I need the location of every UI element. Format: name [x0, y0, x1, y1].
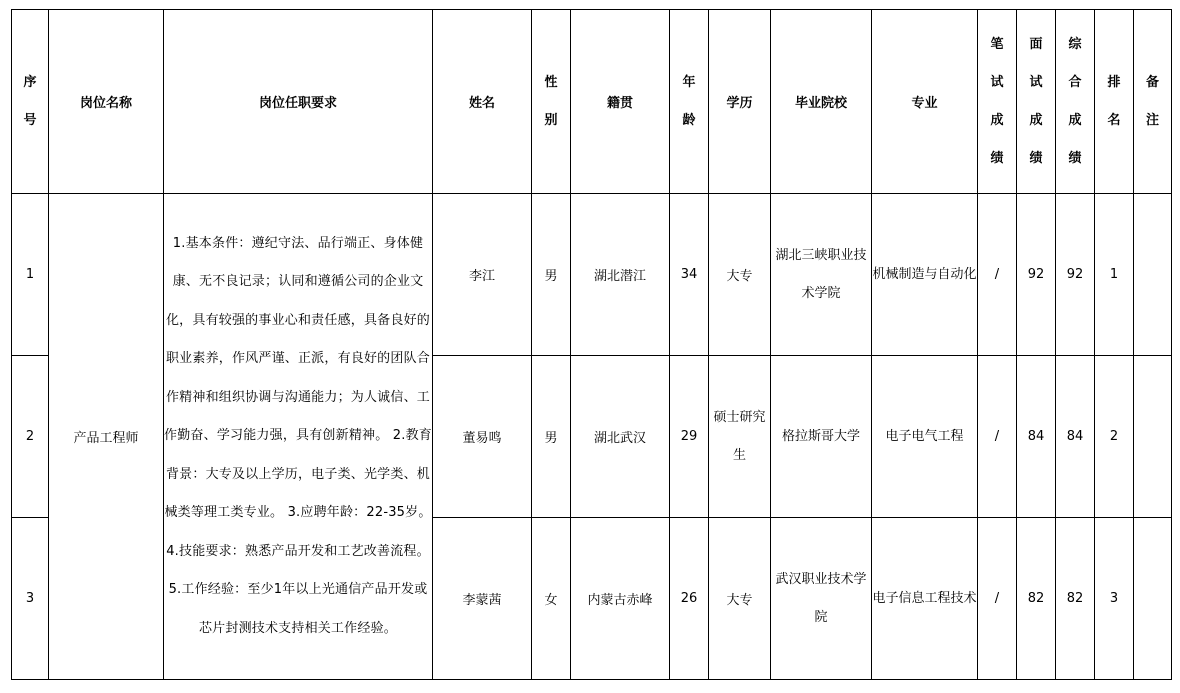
school-cell: 湖北三峡职业技术学院	[771, 194, 872, 356]
school-cell: 武汉职业技术学院	[771, 518, 872, 680]
major-cell: 电子电气工程	[872, 356, 978, 518]
interview-score-cell: 92	[1017, 194, 1056, 356]
rank-cell: 2	[1095, 356, 1134, 518]
header-rank: 排名	[1095, 10, 1134, 194]
header-name: 姓名	[433, 10, 532, 194]
header-interview-score: 面试成绩	[1017, 10, 1056, 194]
written-score-cell: /	[978, 356, 1017, 518]
gender-cell: 男	[532, 356, 571, 518]
hometown-cell: 内蒙古赤峰	[571, 518, 670, 680]
header-hometown: 籍贯	[571, 10, 670, 194]
header-written-score: 笔试成绩	[978, 10, 1017, 194]
gender-cell: 女	[532, 518, 571, 680]
education-cell: 硕士研究生	[709, 356, 771, 518]
age-cell: 29	[670, 356, 709, 518]
composite-score-cell: 84	[1056, 356, 1095, 518]
table-row	[12, 194, 1172, 356]
major-cell: 电子信息工程技术	[872, 518, 978, 680]
header-row	[12, 10, 1172, 194]
education-cell: 大专	[709, 194, 771, 356]
rank-cell: 1	[1095, 194, 1134, 356]
header-position: 岗位名称	[49, 10, 164, 194]
header-age: 年龄	[670, 10, 709, 194]
seq-cell: 3	[12, 518, 49, 680]
composite-score-cell: 92	[1056, 194, 1095, 356]
age-cell: 26	[670, 518, 709, 680]
interview-score-cell: 84	[1017, 356, 1056, 518]
remarks-cell	[1134, 194, 1172, 356]
name-cell: 李蒙茜	[433, 518, 532, 680]
name-cell: 董易鸣	[433, 356, 532, 518]
seq-cell: 2	[12, 356, 49, 518]
remarks-cell	[1134, 356, 1172, 518]
name-cell: 李江	[433, 194, 532, 356]
written-score-cell: /	[978, 518, 1017, 680]
age-cell: 34	[670, 194, 709, 356]
header-education: 学历	[709, 10, 771, 194]
seq-cell: 1	[12, 194, 49, 356]
hometown-cell: 湖北潜江	[571, 194, 670, 356]
header-school: 毕业院校	[771, 10, 872, 194]
written-score-cell: /	[978, 194, 1017, 356]
header-gender: 性别	[532, 10, 571, 194]
education-cell: 大专	[709, 518, 771, 680]
composite-score-cell: 82	[1056, 518, 1095, 680]
hometown-cell: 湖北武汉	[571, 356, 670, 518]
remarks-cell	[1134, 518, 1172, 680]
candidate-results-table	[11, 9, 1172, 680]
header-requirements: 岗位任职要求	[164, 10, 433, 194]
school-cell: 格拉斯哥大学	[771, 356, 872, 518]
requirements-cell: 1.基本条件：遵纪守法、品行端正、身体健康、无不良记录；认同和遵循公司的企业文化，具有较强的事业心和责任感，具备良好的职业素养，作风严谨、正派，有良好的团队合作精神和组织协调与沟通能力；为人诚信、工作勤奋、学习能力强，具有创新精神。 2.教育背景：大专及以上学历，电子类、光学类、机械类等理工类专业。 3.应聘年龄：22-35岁。 4.技能要求：熟悉产品开发和工艺改善流程。 5.工作经验：至少1年以上光通信产品开发或芯片封测技术支持相关工作经验。	[164, 194, 433, 680]
header-seq: 序号	[12, 10, 49, 194]
interview-score-cell: 82	[1017, 518, 1056, 680]
header-composite-score: 综合成绩	[1056, 10, 1095, 194]
header-remarks: 备注	[1134, 10, 1172, 194]
header-major: 专业	[872, 10, 978, 194]
gender-cell: 男	[532, 194, 571, 356]
position-cell: 产品工程师	[49, 194, 164, 680]
rank-cell: 3	[1095, 518, 1134, 680]
major-cell: 机械制造与自动化	[872, 194, 978, 356]
